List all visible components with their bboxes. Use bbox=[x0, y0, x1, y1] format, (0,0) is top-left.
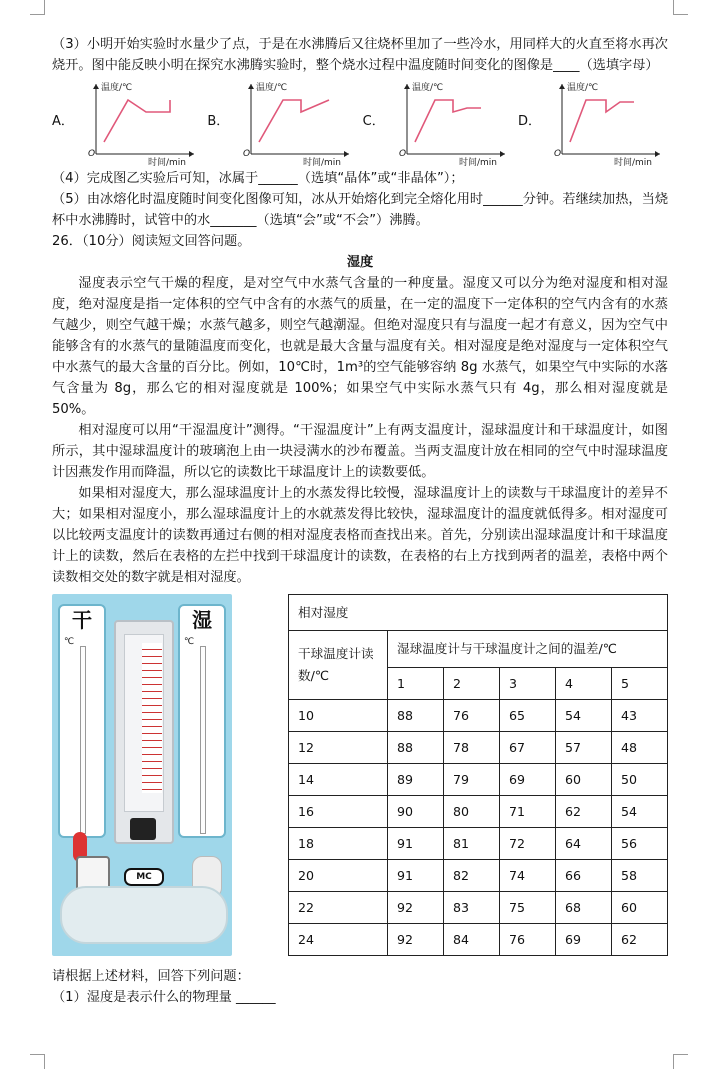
humidity-value-cell: 76 bbox=[499, 923, 555, 955]
dry-reading-cell: 24 bbox=[289, 923, 388, 955]
row-header: 干球温度计读数/℃ bbox=[289, 631, 388, 699]
x-axis-label: 时间/min bbox=[458, 158, 497, 166]
graph-d bbox=[552, 76, 664, 166]
question-26-heading: 26．（10分）阅读短文回答问题。 bbox=[52, 234, 251, 249]
temperature-curve bbox=[570, 100, 634, 142]
humidity-value-cell: 74 bbox=[499, 859, 555, 891]
graph-options bbox=[52, 76, 668, 166]
question-26-1 bbox=[52, 987, 668, 1008]
dry-reading-cell: 22 bbox=[289, 891, 388, 923]
dry-label: 干 bbox=[72, 608, 92, 632]
humidity-value-cell: 79 bbox=[443, 763, 499, 795]
diff-header-cell: 5 bbox=[611, 667, 667, 699]
y-arrow bbox=[559, 84, 565, 89]
humidity-value-cell: 65 bbox=[499, 699, 555, 731]
y-axis-label: 温度/℃ bbox=[101, 83, 133, 93]
dry-reading-cell: 18 bbox=[289, 827, 388, 859]
humidity-value-cell: 62 bbox=[611, 923, 667, 955]
q5-text-2: 分钟。若继续加热，当烧杯中水沸腾时，试管中的水 bbox=[52, 192, 669, 228]
graph-option-a bbox=[52, 76, 202, 166]
humidity-value-cell: 64 bbox=[555, 827, 611, 859]
humidity-value-cell: 76 bbox=[443, 699, 499, 731]
dry-reading-cell: 16 bbox=[289, 795, 388, 827]
wet-unit: ℃ bbox=[184, 637, 195, 647]
dry-reading-cell: 12 bbox=[289, 731, 388, 763]
q5-blank-2: _______ bbox=[210, 213, 257, 228]
dry-reading-cell: 14 bbox=[289, 763, 388, 795]
y-arrow bbox=[93, 84, 99, 89]
brand-logo: MC bbox=[124, 868, 164, 886]
humidity-value-cell: 92 bbox=[388, 923, 444, 955]
article-title: 湿度 bbox=[346, 255, 374, 270]
origin-label: O bbox=[243, 149, 251, 159]
dry-unit: ℃ bbox=[64, 637, 75, 647]
column-header: 湿球温度计与干球温度计之间的温差/℃ bbox=[388, 631, 668, 667]
x-axis-label: 时间/min bbox=[148, 158, 187, 166]
humidity-value-cell: 54 bbox=[555, 699, 611, 731]
glass-reservoir bbox=[130, 818, 156, 840]
questions-intro: 请根据上述材料，回答下列问题： bbox=[52, 969, 250, 984]
humidity-value-cell: 56 bbox=[611, 827, 667, 859]
table-title: 相对湿度 bbox=[289, 595, 668, 631]
humidity-value-cell: 82 bbox=[443, 859, 499, 891]
option-letter-a: A． bbox=[52, 113, 74, 129]
humidity-value-cell: 48 bbox=[611, 731, 667, 763]
article-paragraph-3: 如果相对湿度大，那么湿球温度计上的水蒸发得比较慢，湿球温度计上的读数与干球温度计的差异不大；如果相对湿度小，那么湿球温度计上的水就蒸发得比较快，湿球温度计的温度就低得多。相对湿度可以比较两支温度计的读数再通过右侧的相对湿度表格而查找出来。首先，分别读出湿球温度计和干球温度计上的读数，然后在表格的左拦中找到干球温度计的读数，在表格的右上方找到两者的温差，表格中两个读数相交处的数字就是相对湿度。 bbox=[52, 486, 668, 585]
option-letter-d: D． bbox=[517, 113, 541, 129]
y-axis-label: 温度/℃ bbox=[566, 83, 599, 93]
graph-option-b bbox=[207, 76, 357, 166]
humidity-value-cell: 89 bbox=[388, 763, 444, 795]
graph-a bbox=[86, 76, 198, 166]
q3-blank: ____ bbox=[553, 58, 580, 73]
q3-hint: （选填字母） bbox=[579, 58, 659, 73]
corner-mark-top-left bbox=[30, 0, 45, 15]
x-arrow bbox=[344, 151, 349, 157]
q5-blank: ______ bbox=[483, 192, 523, 207]
humidity-value-cell: 60 bbox=[555, 763, 611, 795]
dry-reading-cell: 20 bbox=[289, 859, 388, 891]
humidity-value-cell: 66 bbox=[555, 859, 611, 891]
diff-header-cell: 3 bbox=[499, 667, 555, 699]
glass-scale bbox=[142, 643, 162, 793]
humidity-value-cell: 75 bbox=[499, 891, 555, 923]
diff-header-cell: 2 bbox=[443, 667, 499, 699]
humidity-value-cell: 81 bbox=[443, 827, 499, 859]
humidity-value-cell: 60 bbox=[611, 891, 667, 923]
figure-row bbox=[52, 594, 668, 956]
graph-c bbox=[397, 76, 509, 166]
humidity-value-cell: 88 bbox=[388, 731, 444, 763]
temperature-curve bbox=[104, 100, 170, 142]
dry-thermometer-scale bbox=[58, 604, 106, 838]
question-5 bbox=[52, 189, 668, 231]
graph-b bbox=[241, 76, 353, 166]
q26-1-blank: ______ bbox=[236, 990, 276, 1005]
table-row bbox=[289, 859, 668, 891]
origin-label: O bbox=[88, 149, 96, 159]
humidity-value-cell: 68 bbox=[555, 891, 611, 923]
humidity-value-cell: 58 bbox=[611, 859, 667, 891]
q4-text: （4）完成图乙实验后可知，冰属于 bbox=[52, 171, 259, 186]
center-glass-panel bbox=[114, 620, 174, 844]
humidity-value-cell: 88 bbox=[388, 699, 444, 731]
humidity-value-cell: 90 bbox=[388, 795, 444, 827]
relative-humidity-table bbox=[288, 594, 668, 956]
y-arrow bbox=[248, 84, 254, 89]
corner-mark-bottom-left bbox=[30, 1054, 45, 1069]
y-arrow bbox=[404, 84, 410, 89]
q4-hint: （选填“晶体”或“非晶体”）； bbox=[297, 171, 464, 186]
y-axis-label: 温度/℃ bbox=[256, 83, 288, 93]
humidity-value-cell: 72 bbox=[499, 827, 555, 859]
q3-text: （3）小明开始实验时水量少了点，于是在水沸腾后又往烧杯里加了一些冷水，用同样大的火直至将水再次烧开。图中能反映小明在探究水沸腾实验时，整个烧水过程中温度随时间变化的图像是 bbox=[52, 37, 668, 73]
glass-inner bbox=[124, 634, 164, 812]
humidity-value-cell: 92 bbox=[388, 891, 444, 923]
graph-option-d bbox=[518, 76, 668, 166]
humidity-value-cell: 67 bbox=[499, 731, 555, 763]
article-paragraph-1: 湿度表示空气干燥的程度，是对空气中水蒸气含量的一种度量。湿度又可以分为绝对湿度和相对湿度，绝对湿度是指一定体积的空气中含有的水蒸气的质量，在一定的温度下一定体积的空气内含有的水蒸气越少，则空气越干燥；水蒸气越多，则空气越潮湿。但绝对湿度只有与温度一起才有意义，因为空气中能够含有的水蒸气的量随温度而变化，也就是最大含量与温度有关。相对湿度是绝对湿度与一定体积空气中水蒸气的最大含量的百分比。例如，10℃时，1m³的空气能够容纳 8g 水蒸气，如果空气中实际的水落气含量为 8g，那么它的相对湿度就是 100%；如果空气中实际水蒸气只有 4g，那么相对湿度就是 50%。 bbox=[52, 276, 668, 417]
q26-1-text: （1）湿度是表示什么的物理量 bbox=[52, 990, 232, 1005]
temperature-curve bbox=[259, 100, 329, 142]
humidity-value-cell: 91 bbox=[388, 827, 444, 859]
question-4 bbox=[52, 168, 668, 189]
table-row bbox=[289, 795, 668, 827]
wet-label: 湿 bbox=[192, 608, 212, 632]
wet-thermometer-tube bbox=[200, 646, 206, 834]
x-arrow bbox=[500, 151, 505, 157]
dry-reading-cell: 10 bbox=[289, 699, 388, 731]
corner-mark-bottom-right bbox=[673, 1054, 688, 1069]
humidity-value-cell: 43 bbox=[611, 699, 667, 731]
q5-hint: （选填“会”或“不会”）沸腾。 bbox=[256, 213, 429, 228]
humidity-value-cell: 83 bbox=[443, 891, 499, 923]
dry-thermometer-tube bbox=[80, 646, 86, 834]
humidity-value-cell: 80 bbox=[443, 795, 499, 827]
temperature-curve bbox=[415, 100, 481, 142]
diff-header-cell: 1 bbox=[388, 667, 444, 699]
humidity-value-cell: 84 bbox=[443, 923, 499, 955]
humidity-value-cell: 71 bbox=[499, 795, 555, 827]
table-row bbox=[289, 699, 668, 731]
water-base bbox=[60, 886, 228, 944]
q5-text: （5）由冰熔化时温度随时间变化图像可知，冰从开始熔化到完全熔化用时 bbox=[52, 192, 484, 207]
humidity-value-cell: 57 bbox=[555, 731, 611, 763]
humidity-value-cell: 69 bbox=[555, 923, 611, 955]
q4-blank: ______ bbox=[258, 171, 298, 186]
graph-option-c bbox=[363, 76, 513, 166]
humidity-value-cell: 78 bbox=[443, 731, 499, 763]
humidity-value-cell: 62 bbox=[555, 795, 611, 827]
humidity-value-cell: 50 bbox=[611, 763, 667, 795]
x-axis-label: 时间/min bbox=[303, 158, 342, 166]
x-arrow bbox=[655, 151, 660, 157]
table-row bbox=[289, 891, 668, 923]
hygrometer-photo bbox=[52, 594, 232, 956]
option-letter-b: B． bbox=[207, 113, 230, 129]
option-letter-c: C． bbox=[362, 113, 385, 129]
x-axis-label: 时间/min bbox=[613, 158, 652, 166]
humidity-value-cell: 54 bbox=[611, 795, 667, 827]
origin-label: O bbox=[398, 149, 406, 159]
table-row bbox=[289, 731, 668, 763]
y-axis-label: 温度/℃ bbox=[411, 83, 443, 93]
humidity-value-cell: 91 bbox=[388, 859, 444, 891]
question-3 bbox=[52, 34, 668, 76]
wet-thermometer-scale bbox=[178, 604, 226, 838]
table-row bbox=[289, 763, 668, 795]
document-page bbox=[52, 34, 668, 1008]
corner-mark-top-right bbox=[673, 0, 688, 15]
article-paragraph-2: 相对湿度可以用“干湿温度计”测得。“干湿温度计”上有两支温度计，湿球温度计和干球温度计，如图所示，其中湿球温度计的玻璃泡上由一块浸满水的沙布覆盖。当两支温度计放在相同的空气中时湿球温度计因燕发作用而降温，所以它的读数比干球温度计上的读数要低。 bbox=[52, 423, 668, 480]
origin-label: O bbox=[553, 149, 562, 159]
x-arrow bbox=[189, 151, 194, 157]
table-row bbox=[289, 827, 668, 859]
table-row bbox=[289, 923, 668, 955]
humidity-value-cell: 69 bbox=[499, 763, 555, 795]
diff-header-cell: 4 bbox=[555, 667, 611, 699]
